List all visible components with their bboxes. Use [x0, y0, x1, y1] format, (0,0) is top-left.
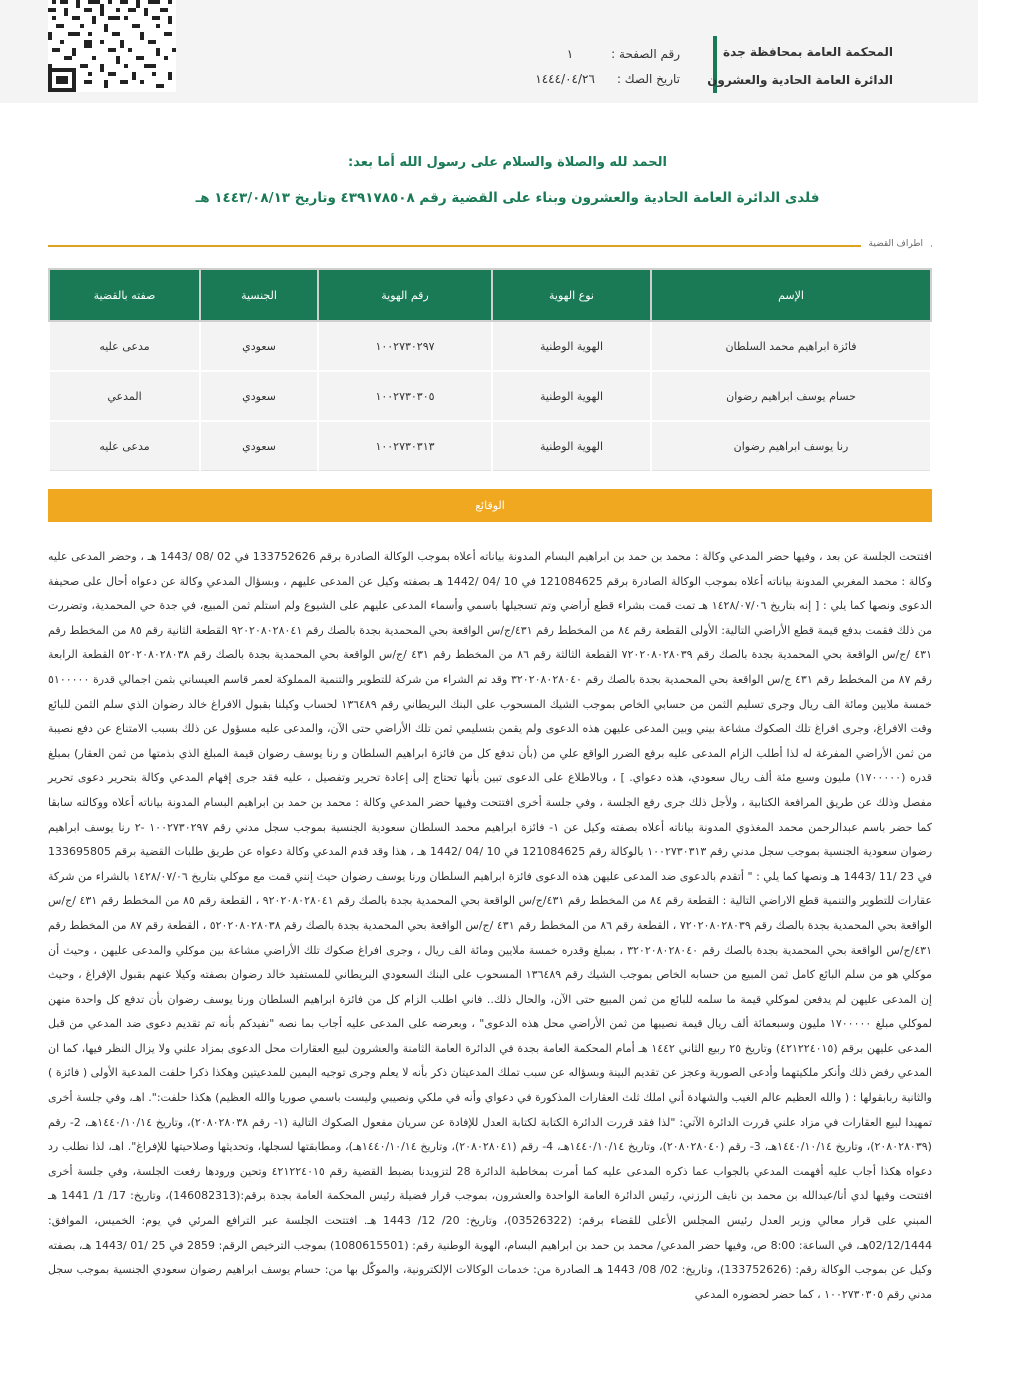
section-divider — [48, 245, 932, 247]
table-row — [49, 421, 931, 471]
party-role: مدعى عليه — [49, 321, 200, 371]
page-number-row — [515, 42, 680, 67]
greeting: الحمد لله والصلاة والسلام على رسول الله أما بعد: — [348, 155, 667, 170]
deed-date-label: تاريخ الصك : — [616, 72, 680, 86]
party-id-type: الهوية الوطنية — [492, 321, 651, 371]
case-intro: فلدى الدائرة العامة الحادية والعشرون وبناء على القضية رقم ٤٣٩١٧٨٥٠٨ وتاريخ ١٤٤٣/٠٨/١٣ هـ — [195, 190, 820, 206]
party-role: مدعى عليه — [49, 421, 200, 471]
party-name: رنا يوسف ابراهيم رضوان — [651, 421, 931, 471]
column-header-nationality: الجنسية — [200, 269, 318, 321]
facts-paragraph: افتتحت الجلسة عن بعد ، وفيها حضر المدعي وكالة : محمد بن حمد بن ابراهيم البسام المدونة بياناته أعلاه بموجب الوكالة الصادرة برقم 133752626 في 02 /08 /1443 هـ ، وحضر المدعى عليه وكالة : محمد المغربي المدونة بياناته أعلاه بموجب الوكالة الصادرة برقم 121084625 في 10 /04 /1442 هـ بصفته وكيل عن المدعى عليهم ، وبسؤال المدعي وكالة عن دعواه أحال على صحيفة الدعوى ونصها كما يلي : [ إنه بتاريخ ١٤٢٨/٠٧/٠٦ هـ تمت قمت بشراء قطع أراضي وتم تسجيلها باسمي وأسماء المدعى عليهم على الشيوع ولم استلم ثمن المبيع، في جدة حي المحمدية، وتضررت من ذلك فقمت بدفع قيمة قطع الأراضي التالية: الأولى القطعة رقم ٨٤ من المخطط رقم ٤٣١/ج/س الواقعة بحي المحمدية بجدة بالصك رقم ٩٢٠٢٠٨٠٢٨٠٤١ القطعة الثانية رقم ٨٥ من المخطط رقم ٤٣١ /ج/س الواقعة بحي المحمدية بجدة بالصك رقم ٧٢٠٢٠٨٠٢٨٠٣٩ القطعة الثالثة رقم ٨٦ من المخطط رقم ٤٣١ /ج/س الواقعة بحي المحمدية بجدة بالصك رقم ٥٢٠٢٠٨٠٢٨٠٣٨ القطعة الرابعة رقم ٨٧ من المخطط رقم ٤٣١ ج/س الواقعة بحي المحمدية بجدة بالصك رقم ٣٢٠٢٠٨٠٢٨٠٤٠ وقد تم الشراء من شركة للتطوير والتنمية المملوكة لعمر قاسم العيساني بثمن اجمالي قدرة ٥١٠٠٠٠٠ خمسة ملايين ومائة الف ريال وجرى تسليم الثمن من حسابي الخاص بموجب الشيك المسحوب على البنك البريطاني رقم ١٣٦٤٨٩ لحساب وكيلنا بقبول الافراغ خالد رضوان الذي سلم الثمن للبائع وقت الافراغ، وجرى افراغ تلك الصكوك مشاعة بيني وبين المدعى عليهن هذه الدعوى ولم يقمن بتسليمي ثمن تلك الأراضي حتى الآن، والمدعى عليه مسؤول عن ذلك بسبب الامتناع عن دفع نصيبة من ثمن الأراضي المفرغة له لذا أطلب الزام المدعى عليه برفع الضرر الواقع علي من (بأن تدفع كل من فائزة ابراهيم السلطان و رنا يوسف رضوان قيمة المبلغ الذي بذمتها من ثمن العقار) بمبلغ قدره (١٧٠٠٠٠٠) مليون وسبع مئة ألف ريال سعودي، هذه دعواي. ] ، وبالاطلاع على الدعوى تبين بأنها تحتاج إلى إعادة تحرير وتفصيل ، عليه فقد جرى إفهام المدعي وكالة بتحرير دعوى تحرير مفصل وذلك عن طريق المرافعة الكتابية ، ولأجل ذلك جرى رفع الجلسة ، وفي جلسة أخرى افتتحت وفيها حضر المدعي وكالة : محمد بن حمد بن ابراهيم البسام المدونة بياناته أعلاه ووكالته سابقا كما حضر باسم عبدالرحمن محمد المغذوي المدونة بياناته أعلاه بصفته وكيل عن ١- فائزة ابراهيم محمد السلطان سعودية الجنسية بموجب سجل مدني رقم ١٠٠٢٧٣٠٢٩٧ -٢ رنا يوسف ابراهيم رضوان سعودية الجنسية بموجب سجل مدني رقم ١٠٠٢٧٣٠٣١٣ بالوكالة رقم 121084625 في 10 /04 /1442 هـ ، هذا وقد قدم المدعي وكالة دعواه عن طريق طلبات القضية برقم 133695805 في 23 /11 /1443 هـ ونصها كما يلي : " أتقدم بالدعوى ضد المدعى عليهن هذه الدعوى فائزة ابراهيم السلطان ورنا يوسف رضوان حيث إنني قمت مع موكلي بتاريخ ١٤٢٨/٠٧/٠٦ بالشراء من شركة عقارات للتطوير والتنمية قطع الاراضي التالية : القطعة رقم ٨٤ من المخطط رقم ٤٣١/ج/س الواقعة بحي المحمدية بجدة بالصك رقم ٩٢٠٢٠٨٠٢٨٠٤١ ، القطعة رقم ٨٥ من المخطط رقم ٤٣١ /ج/س الواقعة بحي المحمدية بجدة بالصك رقم ٧٢٠٢٠٨٠٢٨٠٣٩ ، القطعة رقم ٨٦ من المخطط رقم ٤٣١ /ج/س الواقعة بحي المحمدية بجدة بالصك رقم ٥٢٠٢٠٨٠٢٨٠٣٨ ، القطعة رقم ٨٧ من المخطط رقم ٤٣١/ج/س الواقعة بحي المحمدية بجدة بالصك رقم ٣٢٠٢٠٨٠٢٨٠٤٠ ، بمبلغ وقدره خمسة ملايين ومائة الف ريال ، وجرى افراغ صكوك تلك الأراضي مشاعة بين موكلي والمدعى عليهن ، وحيث أن موكلي هو من سلم البائع كامل ثمن المبيع من حسابه الخاص بموجب الشيك رقم ١٣٦٤٨٩ المسحوب على البنك السعودي البريطاني للمستفيد خالد رضوان بصفته وكيلا عنهم بقبول الإفراغ ، وحيث إن المدعى عليهن لم يدفعن لموكلي قيمة ما سلمه للبائع من ثمن المبيع حتى الآن، والحال ذلك.. فاني اطلب الزام كل من فائزة ابراهيم السلطان ورنا يوسف رضوان بأن تدفع كل واحدة منهن لموكلي مبلغ ١٧٠٠٠٠٠ مليون وسبعمائة ألف ريال قيمة نصيبها من ثمن الأراضي محل هذه الدعوى" ، وبعرضه على المدعى عليه أجاب بما نصه "نفيدكم بأنه تم تقديم دعوى ضد المدعي من قبل المدعى عليهن برقم (٤٢١٢٢٤٠١٥) وتاريخ ٢٥ ربيع الثاني ١٤٤٢ هـ أمام المحكمة العامة بجدة في الدائرة العامة الثامنة والعشرون لبيع العقارات محل الدعوى بمزاد علني ولا يزال النظر فيها، كما ان المدعي رفض ذلك وأنكر ملكيتهما وأدعى الصورية وعجز عن تقديم البينة وبسؤاله عن سبب تملك المدعيتان ذكر بأنه لا يعلم وجرى توجيه اليمين للمدعيتين وهكذا ذكرا حلفت المدعية الأولى ( فائزة ) والثانية ربابقولها : ( والله العظيم عالم الغيب والشهادة أني املك ثلث العقارات المذكورة في دعواي وأنه في ملكي ونصيبي وليست باسمي صوريا والله العظيم) هكذا حلفت:". اهـ، وفي جلسة أخرى تمهيدا لبيع العقارات في مزاد علني قررت الدائرة الآتي: "لذا فقد قررت الدائرة الكتابة لكتابة العدل للإفادة عن سريان مفعول الصكوك التالية (١- رقم ٢٠٨٠٢٨٠٣٨)، وتاريخ ١٤٤٠/١٠/١٤هـ، 2- رقم (٢٠٨٠٢٨٠٣٩)، وتاريخ ١٤٤٠/١٠/١٤هـ، 3- رقم (٢٠٨٠٢٨٠٤٠)، وتاريخ ١٤٤٠/١٠/١٤هـ، 4- رقم (٢٠٨٠٢٨٠٤١)، وتاريخ ١٤٤٠/١٠/١٤هـ)، ومطابقتها لسجلها، وتحديثها وصلاحيتها للإفراغ". اهـ، لذا نطلب رد دعواه هكذا أجاب عليه أفهمت المدعي بالجواب عما ذكره المدعى عليه كما أمرت بمخاطبة الدائرة 28 لتزويدنا بضبط القضية رقم ٤٢١٢٢٤٠١٥ وتحين ورودها رفعت الجلسة، وفي جلسة أخرى افتتحت وفيها لدي أنا/عبدالله بن محمد بن نايف الرزني، رئيس الدائرة العامة الواحدة والعشرون، بموجب قرار فضيلة رئيس المحكمة العامة بجدة برقم:(146082313)، وتاريخ: 17/ 1/ 1441 هـ المبني على قرار معالي وزير العدل رئيس المجلس الأعلى للقضاء برقم: (03526322)، وتاريخ: 20/ 12/ 1443 هـ. افتتحت الجلسة عبر الترافع المرئي في يوم: الخميس، الموافق: 02/12/1444هـ، في الساعة: 8:00 ص، وفيها حضر المدعي/ محمد بن حمد بن ابراهيم البسام، الهوية الوطنية رقم: (1080615501) بموجب الترخيص الرقم: 2859 في 25 /01 /1443 هـ، بصفته وكيل عن بموجب الوكالة رقم: (133752626)، وتاريخ: 02/ 08/ 1443 هـ الصادرة من: خدمات الوكالات الإلكترونية، والموكّل بها من: حسام يوسف ابراهيم رضوان سعودي الجنسية بموجب سجل مدني رقم ١٠٠٢٧٣٠٣٠٥ ، كما حضر لحضوره المدعي — [48, 550, 933, 1301]
party-nationality: سعودي — [200, 371, 318, 421]
parties-section-title: اطراف القضية — [861, 239, 931, 249]
document-header — [0, 0, 978, 103]
party-id-number: ١٠٠٢٧٣٠٣١٣ — [318, 421, 492, 471]
table-row — [49, 371, 931, 421]
party-id-type: الهوية الوطنية — [492, 421, 651, 471]
table-row — [49, 321, 931, 371]
parties-table — [48, 268, 932, 471]
court-name: المحكمة العامة بمحافظة جدة — [723, 45, 893, 59]
column-header-id-number: رقم الهوية — [318, 269, 492, 321]
party-nationality: سعودي — [200, 421, 318, 471]
page-number: ١ — [566, 47, 574, 61]
party-role: المدعي — [49, 371, 200, 421]
deed-meta — [515, 42, 680, 92]
deed-date-row — [515, 67, 680, 92]
court-block — [707, 38, 893, 94]
party-name: حسام يوسف ابراهيم رضوان — [651, 371, 931, 421]
party-id-number: ١٠٠٢٧٣٠٢٩٧ — [318, 321, 492, 371]
circuit-name: الدائرة العامة الحادية والعشرون — [707, 73, 893, 87]
party-nationality: سعودي — [200, 321, 318, 371]
facts-section-bar: الوقائع — [48, 489, 932, 522]
party-id-number: ١٠٠٢٧٣٠٣٠٥ — [318, 371, 492, 421]
qr-code-icon — [48, 0, 176, 92]
party-name: فائزة ابراهيم محمد السلطان — [651, 321, 931, 371]
column-header-id-type: نوع الهوية — [492, 269, 651, 321]
table-header-row — [49, 269, 931, 321]
page-number-label: رقم الصفحة : — [611, 47, 680, 61]
party-id-type: الهوية الوطنية — [492, 371, 651, 421]
facts-body — [48, 545, 932, 1307]
column-header-role: صفته بالقضية — [49, 269, 200, 321]
column-header-name: الإسم — [651, 269, 931, 321]
deed-date: ١٤٤٤/٠٤/٢٦ — [535, 72, 595, 86]
